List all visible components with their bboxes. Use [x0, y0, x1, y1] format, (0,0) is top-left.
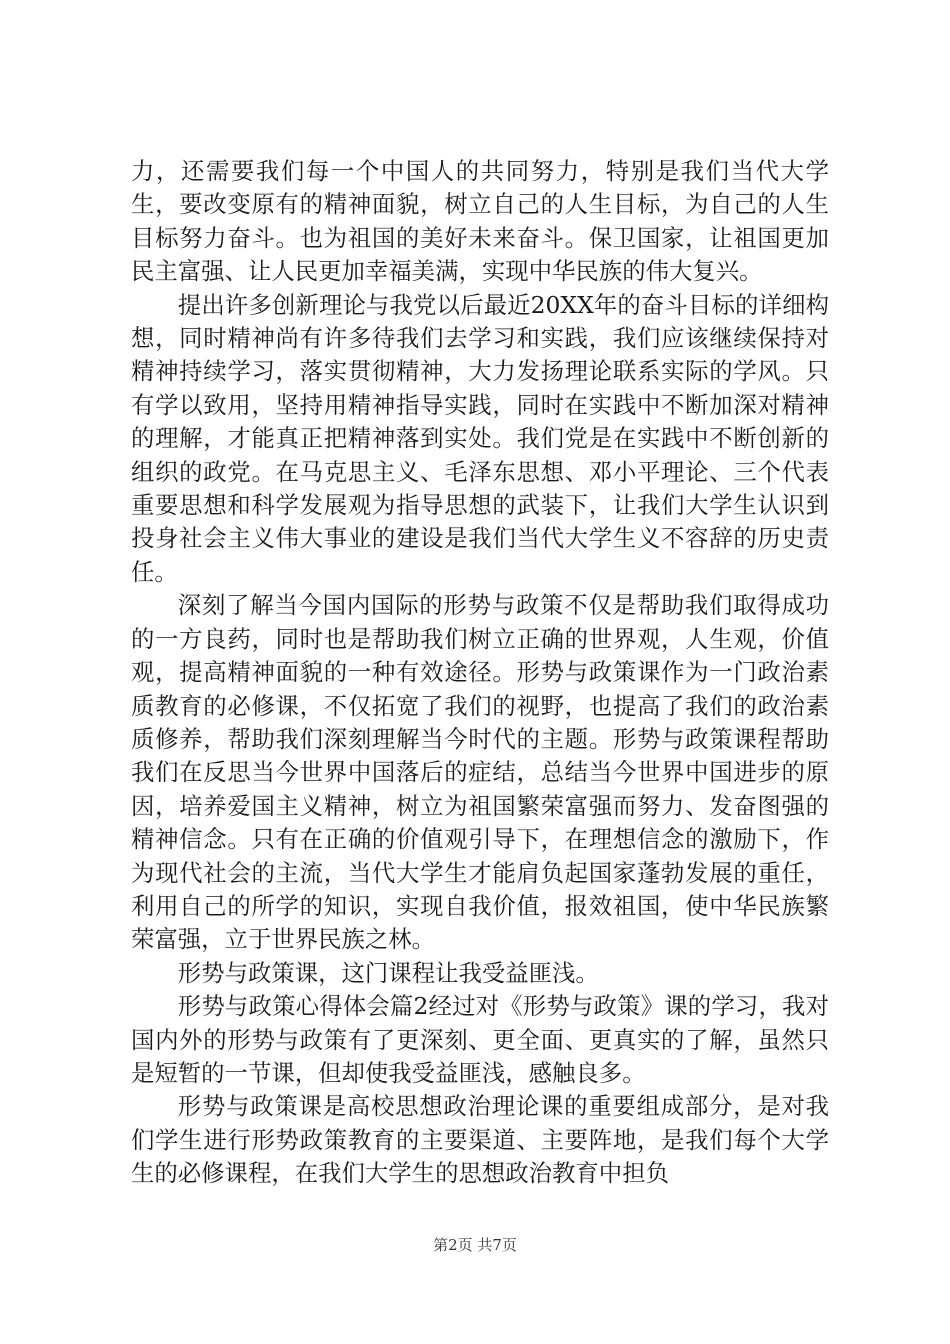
paragraph-continuation: 力，还需要我们每一个中国人的共同努力，特别是我们当代大学生，要改变原有的精神面貌，树立自己的人生目标，为自己的人生目标努力奋斗。也为祖国的美好未来奋斗。保卫国家，让祖国更加民主富强、让人民更加幸福美满，实现中华民族的伟大复兴。	[131, 157, 829, 286]
paragraph: 深刻了解当今国内国际的形势与政策不仅是帮助我们取得成功的一方良药，同时也是帮助我们树立正确的世界观，人生观，价值观，提高精神面貌的一种有效途径。形势与政策课作为一门政治素质教育的必修课，不仅拓宽了我们的视野，也提高了我们的政治素质修养，帮助我们深刻理解当今时代的主题。形势与政策课程帮助我们在反思当今世界中国落后的症结，总结当今世界中国进步的原因，培养爱国主义精神，树立为祖国繁荣富强而努力、发奋图强的精神信念。只有在正确的价值观引导下，在理想信念的激励下，作为现代社会的主流，当代大学生才能肩负起国家蓬勃发展的重任，利用自己的所学的知识，实现自我价值，报效祖国，使中华民族繁荣富强，立于世界民族之林。	[131, 591, 829, 954]
document-body	[131, 155, 829, 1191]
paragraph: 形势与政策课是高校思想政治理论课的重要组成部分，是对我们学生进行形势政策教育的主要渠道、主要阵地，是我们每个大学生的必修课程，在我们大学生的思想政治教育中担负	[131, 1092, 829, 1188]
paragraph: 提出许多创新理论与我党以后最近20XX年的奋斗目标的详细构想，同时精神尚有许多待我们去学习和实践，我们应该继续保持对精神持续学习，落实贯彻精神，大力发扬理论联系实际的学风。只有学以致用，坚持用精神指导实践，同时在实践中不断加深对精神的理解，才能真正把精神落到实处。我们党是在实践中不断创新的组织的政党。在马克思主义、毛泽东思想、邓小平理论、三个代表重要思想和科学发展观为指导思想的武装下，让我们大学生认识到投身社会主义伟大事业的建设是我们当代大学生义不容辞的历史责任。	[131, 290, 829, 586]
page-number-footer: 第2页 共7页	[433, 1236, 517, 1254]
paragraph: 形势与政策心得体会篇2经过对《形势与政策》课的学习，我对国内外的形势与政策有了更深刻、更全面、更真实的了解，虽然只是短暂的一节课，但却使我受益匪浅，感触良多。	[131, 992, 829, 1087]
paragraph: 形势与政策课，这门课程让我受益匪浅。	[177, 958, 599, 987]
